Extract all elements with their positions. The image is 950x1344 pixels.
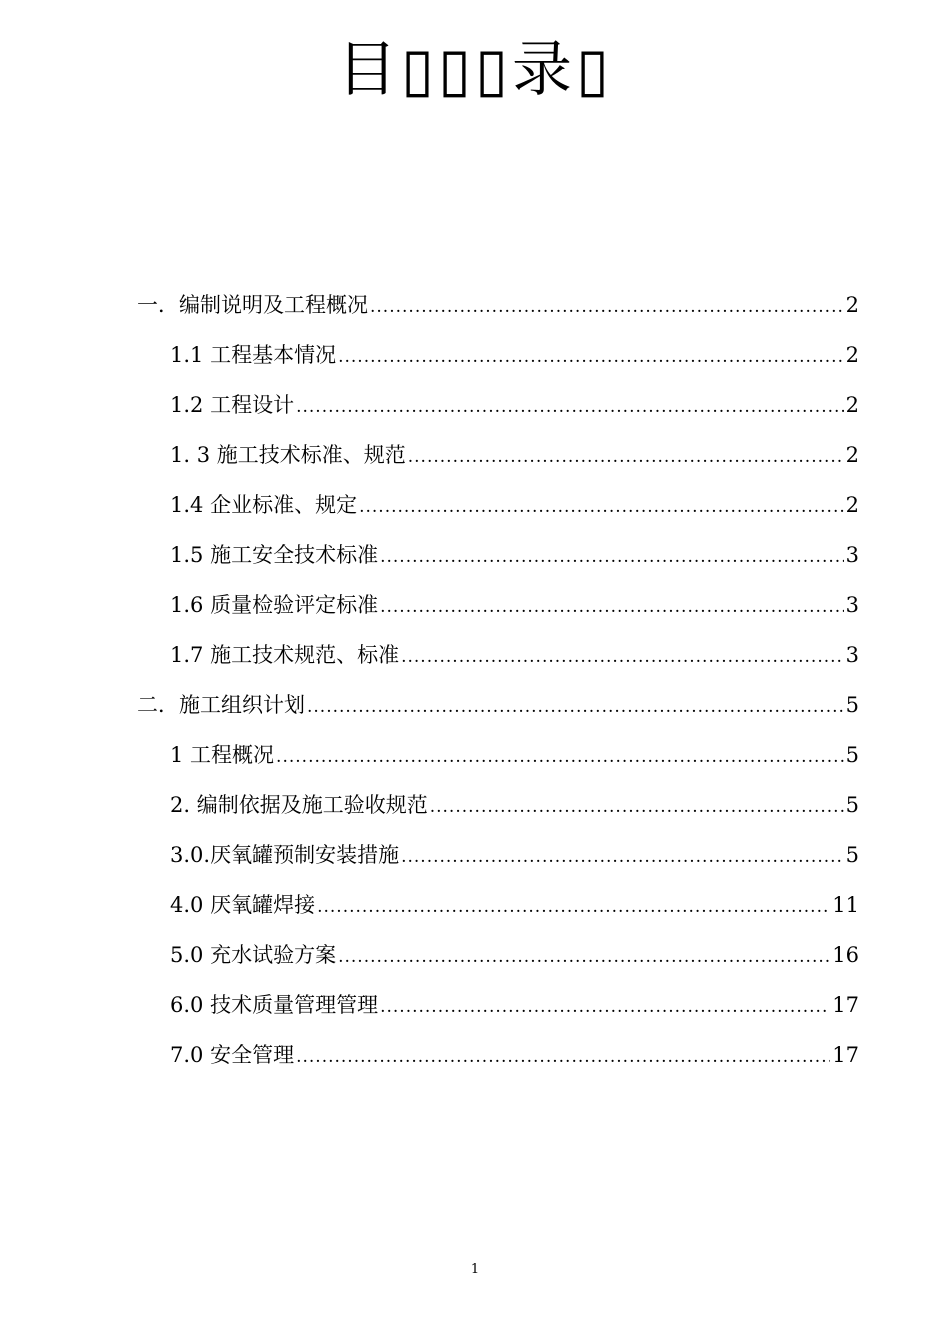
toc-entry[interactable] xyxy=(137,280,859,330)
toc-entry[interactable] xyxy=(170,730,859,780)
toc-entry[interactable] xyxy=(170,1030,859,1080)
toc-entry-label: 二．施工组织计划 xyxy=(137,693,305,717)
toc-entry[interactable] xyxy=(170,480,859,530)
toc-entry-page: 5 xyxy=(845,693,859,717)
toc-entry-label: 1.1 工程基本情况 xyxy=(170,343,337,367)
toc-entry[interactable] xyxy=(170,880,859,930)
toc-entry-page: 2 xyxy=(845,393,859,417)
toc-entry[interactable] xyxy=(170,980,859,1030)
toc-title: 目▯▯▯录▯ xyxy=(336,35,614,105)
toc-dot-leader xyxy=(401,632,844,682)
toc-entry-label: 5.0 充水试验方案 xyxy=(170,943,337,967)
toc-dot-leader xyxy=(380,532,844,582)
toc-entry-page: 5 xyxy=(845,843,859,867)
toc-entry[interactable] xyxy=(170,630,859,680)
toc-dot-leader xyxy=(296,1032,830,1082)
toc-entry-label: 4.0 厌氧罐焊接 xyxy=(170,893,316,917)
toc-dot-leader xyxy=(276,732,844,782)
page-number: 1 xyxy=(470,1262,480,1277)
toc-dot-leader xyxy=(370,282,844,332)
toc-entry-label: 1.5 施工安全技术标准 xyxy=(170,543,379,567)
toc-entry[interactable] xyxy=(170,930,859,980)
toc-dot-leader xyxy=(401,832,844,882)
toc-entry-label: 1.4 企业标准、规定 xyxy=(170,493,358,517)
toc-dot-leader xyxy=(338,932,830,982)
toc-entry-page: 2 xyxy=(845,493,859,517)
toc-entry-label: 3.0.厌氧罐预制安装措施 xyxy=(170,843,400,867)
toc-dot-leader xyxy=(380,582,844,632)
toc-dot-leader xyxy=(307,682,844,732)
toc-entry-label: 1.6 质量检验评定标准 xyxy=(170,593,379,617)
toc-entry-page: 3 xyxy=(845,543,859,567)
toc-entry-label: 1 工程概况 xyxy=(170,743,275,767)
toc-entry[interactable] xyxy=(170,780,859,830)
toc-entry-page: 5 xyxy=(845,743,859,767)
toc-entry-label: 6.0 技术质量管理管理 xyxy=(170,993,379,1017)
toc-dot-leader xyxy=(317,882,830,932)
toc-entry-page: 3 xyxy=(845,643,859,667)
toc-entry-page: 3 xyxy=(845,593,859,617)
toc-entry-page: 16 xyxy=(832,943,859,967)
toc-entry-label: 7.0 安全管理 xyxy=(170,1043,295,1067)
toc-dot-leader xyxy=(408,432,844,482)
toc-entry[interactable] xyxy=(170,830,859,880)
toc-entry-page: 2 xyxy=(845,293,859,317)
toc-dot-leader xyxy=(380,982,830,1032)
toc-entry-label: 1. 3 施工技术标准、规范 xyxy=(170,443,406,467)
toc-entry-label: 一．编制说明及工程概况 xyxy=(137,293,368,317)
toc-entry-label: 2. 编制依据及施工验收规范 xyxy=(170,793,428,817)
toc-entry[interactable] xyxy=(137,680,859,730)
toc-entry[interactable] xyxy=(170,580,859,630)
toc-entry-page: 5 xyxy=(845,793,859,817)
toc-entry-page: 17 xyxy=(832,1043,859,1067)
toc-entry-label: 1.7 施工技术规范、标准 xyxy=(170,643,400,667)
toc-dot-leader xyxy=(338,332,844,382)
toc-entry[interactable] xyxy=(170,330,859,380)
toc-dot-leader xyxy=(296,382,844,432)
toc-entry[interactable] xyxy=(170,380,859,430)
toc-entry[interactable] xyxy=(170,530,859,580)
toc-entry-page: 17 xyxy=(832,993,859,1017)
toc-entry-page: 11 xyxy=(832,893,859,917)
toc-entry-page: 2 xyxy=(845,343,859,367)
toc-entry-page: 2 xyxy=(845,443,859,467)
toc-dot-leader xyxy=(359,482,844,532)
toc-entry[interactable] xyxy=(170,430,859,480)
toc-entry-label: 1.2 工程设计 xyxy=(170,393,295,417)
toc-dot-leader xyxy=(430,782,844,832)
